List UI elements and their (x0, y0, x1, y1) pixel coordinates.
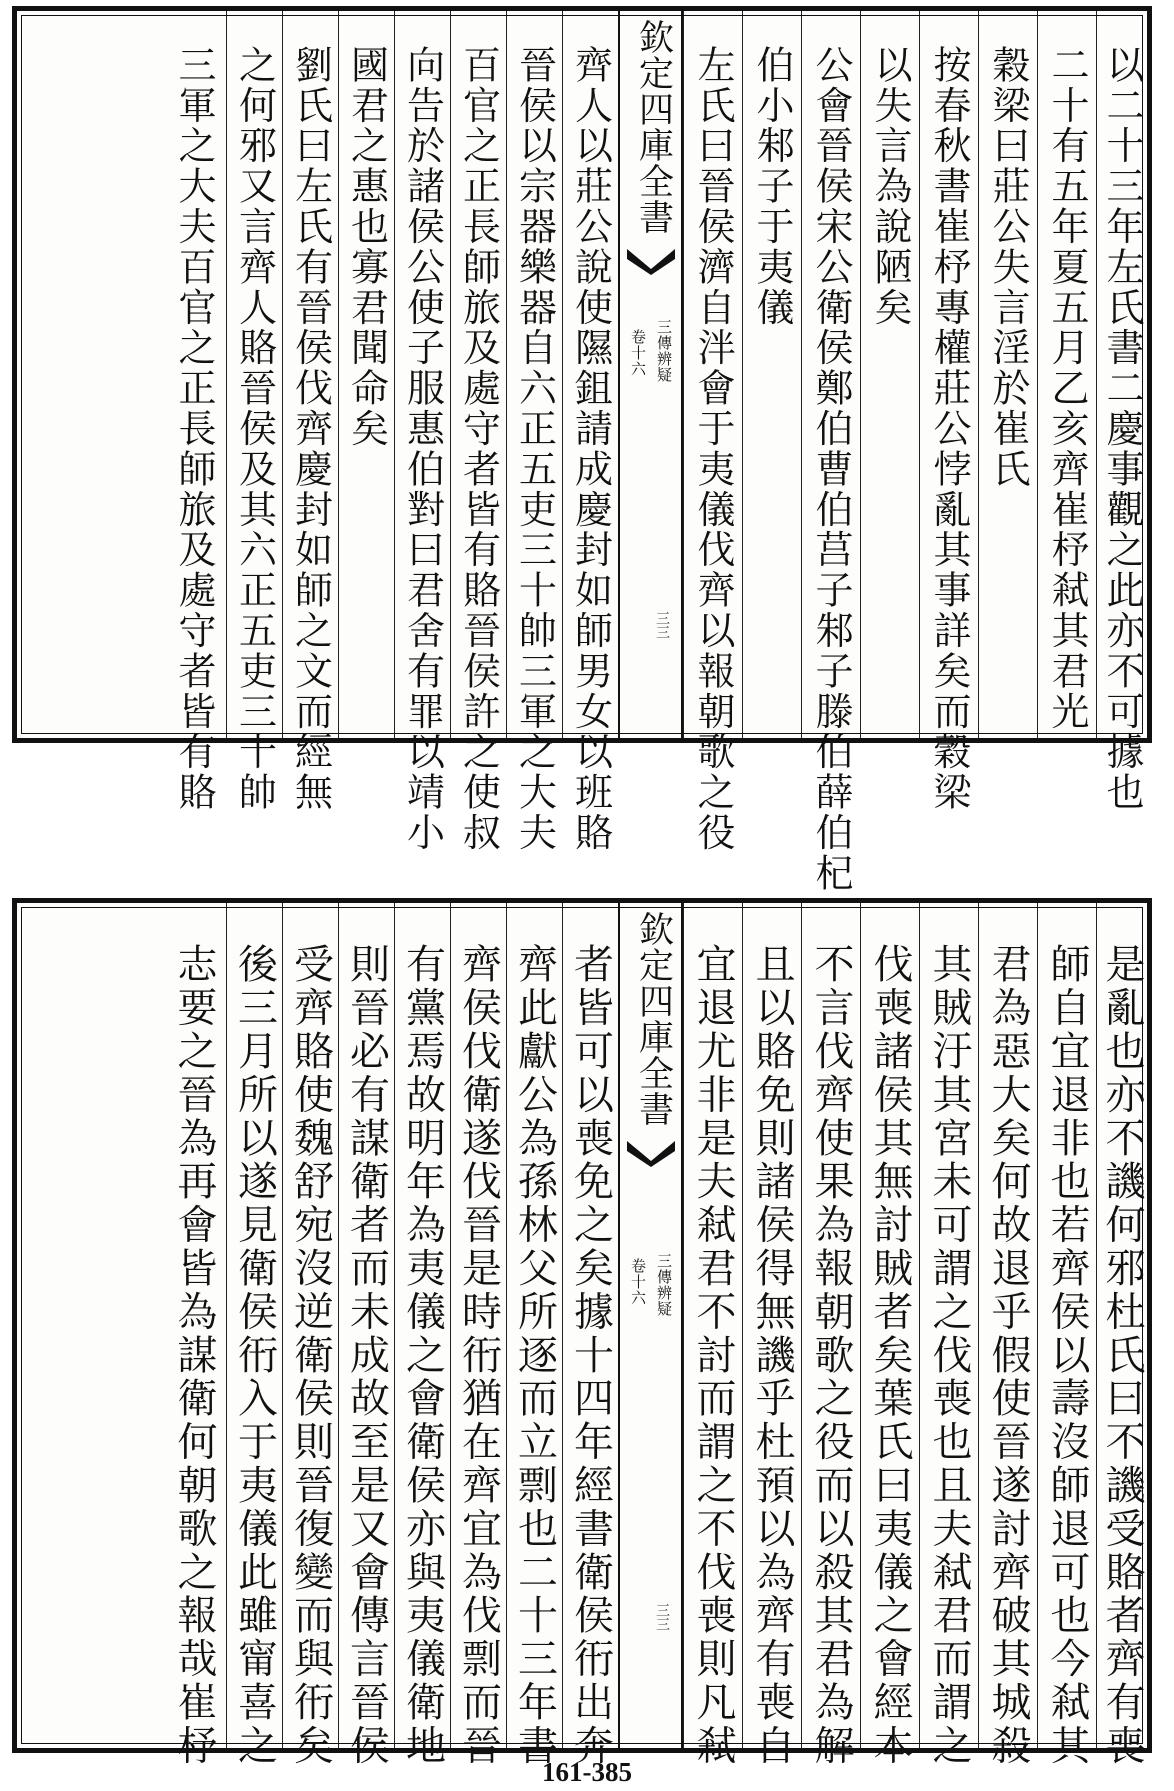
text-column (338, 11, 394, 738)
text-column (162, 903, 226, 1768)
text-column (394, 903, 450, 1768)
text-column (978, 11, 1037, 738)
text-column (683, 11, 742, 853)
column-text: 之何邪又言齊人賂晉侯及其六正五吏三十帥 (232, 45, 277, 813)
bottom-page (12, 898, 1152, 1768)
text-column (1096, 11, 1147, 813)
text-column (226, 11, 282, 813)
column-text: 百官之正長師旅及處守者皆有賂晉侯許之使叔 (456, 45, 501, 853)
text-column (338, 903, 394, 1768)
text-column (919, 903, 978, 1768)
column-text: 國君之惠也寡君聞命矣 (344, 45, 389, 449)
column-text: 宜退尤非是夫弒君不討而謂之不伐喪則凡弒 (690, 943, 736, 1768)
column-text: 有黨焉故明年為夷儀之會衛侯亦與夷儀衛地 (399, 943, 446, 1768)
text-column (162, 11, 226, 813)
text-column (801, 903, 860, 1768)
text-column (562, 11, 618, 853)
banner-volume: 卷十六 (629, 1258, 647, 1306)
column-text: 君為惡大矣何故退乎假使晉遂討齊破其城殺 (985, 943, 1031, 1768)
text-column (860, 11, 919, 738)
text-column (1037, 11, 1096, 738)
column-text: 伯小邾子于夷儀 (750, 45, 794, 328)
column-text: 其賊汙其宮未可謂之伐喪也且夫弒君而謂之 (926, 943, 972, 1768)
text-column (683, 903, 742, 1768)
column-text: 按春秋書崔杼專權莊公悖亂其事詳矣而穀梁 (927, 45, 971, 813)
column-text: 三軍之大夫百官之正長師旅及處守者皆有賂 (172, 45, 216, 813)
text-column (742, 11, 801, 738)
fish-tail-icon (627, 249, 675, 275)
text-column (450, 11, 506, 853)
column-text: 左氏曰晉侯濟自泮會于夷儀伐齊以報朝歌之役 (691, 45, 735, 853)
text-column (282, 11, 338, 813)
column-text: 劉氏曰左氏有晉侯伐齊慶封如師之文而經無 (288, 45, 333, 813)
column-text: 且以賂免則諸侯得無譏乎杜預以為齊有喪自 (749, 943, 795, 1768)
top-page (12, 6, 1152, 894)
banner-title: 欽定四庫全書 (633, 19, 674, 235)
text-column (742, 903, 801, 1768)
column-text: 後三月所以遂見衛侯衎入于夷儀此雖甯喜之 (231, 943, 278, 1768)
text-column (282, 903, 338, 1768)
text-column (394, 11, 450, 853)
text-column (562, 903, 618, 1768)
column-text: 晉侯以宗器樂器自六正五吏三十帥三軍之大夫 (512, 45, 557, 853)
column-text: 者皆可以喪免之矣據十四年經書衛侯衎出奔 (567, 943, 614, 1768)
text-column (978, 903, 1037, 1768)
banner-page-number: 三三 (654, 611, 670, 639)
banner-subtitle: 三傳辨疑 (655, 1253, 673, 1317)
column-text: 二十有五年夏五月乙亥齊崔杼弒其君光 (1045, 45, 1089, 732)
column-text: 是亂也亦不譏何邪杜氏曰不譏受賂者齊有喪 (1099, 943, 1145, 1768)
text-column (506, 11, 562, 853)
column-text: 伐喪諸侯其無討賊者矣葉氏曰夷儀之會經本 (867, 943, 913, 1768)
bottom-columns (17, 903, 1147, 1768)
top-columns (17, 11, 1147, 894)
text-column (1037, 903, 1096, 1768)
column-text: 公會晉侯宋公衛侯鄭伯曹伯莒子邾子滕伯薛伯杞 (809, 45, 853, 894)
text-column (226, 903, 282, 1768)
column-text: 以失言為說陋矣 (868, 45, 912, 328)
text-column (860, 903, 919, 1768)
page-label: 161-385 (542, 1757, 632, 1787)
banner-volume: 卷十六 (629, 329, 647, 377)
column-text: 師自宜退非也若齊侯以壽沒師退可也今弒其 (1044, 943, 1090, 1768)
banner-page-number: 三三 (654, 1603, 670, 1631)
text-column (919, 11, 978, 813)
banner-subtitle: 三傳辨疑 (655, 319, 673, 383)
column-text: 齊人以莊公說使隰鉏請成慶封如師男女以班賂 (568, 45, 613, 853)
text-column (450, 903, 506, 1768)
column-text: 不言伐齊使果為報朝歌之役而以殺其君為解 (808, 943, 854, 1768)
column-text: 以二十三年左氏書二慶事觀之此亦不可據也 (1100, 45, 1144, 813)
column-text: 則晉必有謀衛者而未成故至是又會傳言晉侯 (343, 943, 390, 1768)
column-text: 受齊賂使魏舒宛沒逆衛侯則晉復變而與衎矣 (287, 943, 334, 1768)
fish-tail-icon (627, 1141, 675, 1167)
column-text: 向告於諸侯公使子服惠伯對曰君舍有罪以靖小 (400, 45, 445, 853)
column-text: 齊侯伐衛遂伐晉是時衎猶在齊宜為伐剽而晉 (455, 943, 502, 1768)
text-column (1096, 903, 1147, 1768)
column-text: 穀梁曰莊公失言淫於崔氏 (986, 45, 1030, 490)
column-text: 齊此獻公為孫林父所逐而立剽也二十三年書 (511, 943, 558, 1768)
text-column (506, 903, 562, 1768)
center-banner (618, 903, 683, 1748)
banner-title: 欽定四庫全書 (633, 911, 674, 1127)
text-column (801, 11, 860, 894)
column-text: 志要之晉為再會皆為謀衛何朝歌之報哉崔杼 (171, 943, 217, 1768)
center-banner (618, 11, 683, 738)
